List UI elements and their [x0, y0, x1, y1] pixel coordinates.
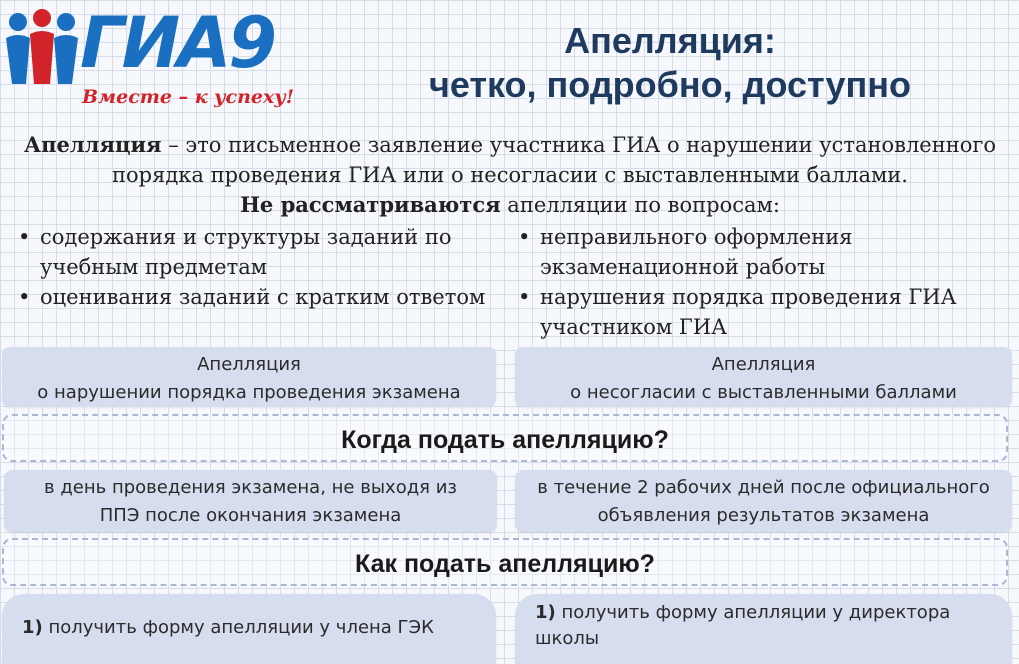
when-procedure: [4, 470, 497, 532]
step-number: 1): [535, 602, 556, 623]
appeal-type-desc: о нарушении порядка проведения экзамена: [37, 382, 461, 403]
logo-tagline: Вместе – к успеху!: [82, 86, 295, 108]
appeal-type-title: Апелляция: [197, 354, 301, 375]
bullet-item: • оценивания заданий с кратким ответом: [12, 282, 512, 312]
when-line: ППЭ после окончания экзамена: [99, 505, 402, 526]
appeal-type-score: [515, 347, 1012, 407]
appeal-type-desc: о несогласии с выставленными баллами: [570, 382, 957, 403]
how-heading: Как подать апелляцию?: [2, 538, 1008, 586]
step-number: 1): [22, 617, 43, 638]
appeal-type-title: Апелляция: [711, 354, 816, 375]
when-line: в день проведения экзамена, не выходя из: [44, 477, 457, 498]
step-text: получить форму апелляции у директора школы: [535, 602, 951, 649]
appeal-type-procedure: [2, 347, 496, 407]
intro-paragraph: [10, 130, 1010, 220]
how-step-score: [515, 594, 1012, 664]
page-title-line2: четко, подробно, доступно: [428, 64, 912, 105]
how-step-procedure: [2, 594, 496, 664]
not-considered-bold: Не рассматриваются: [240, 192, 501, 217]
when-line: объявления результатов экзамена: [597, 505, 930, 526]
bullets-left: [12, 222, 512, 312]
page-title-line1: Апелляция:: [564, 20, 776, 61]
not-considered-rest: апелляции по вопросам:: [500, 193, 780, 217]
bullets-right: [512, 222, 982, 342]
bullet-item: • неправильного оформления экзаменационной работы: [512, 222, 982, 282]
when-heading: Когда подать апелляцию?: [2, 414, 1008, 462]
when-score: [515, 470, 1012, 532]
logo-figures-icon: [4, 8, 82, 88]
bullet-item: • содержания и структуры заданий по учебным предметам: [12, 222, 512, 282]
bullet-item: • нарушения порядка проведения ГИА участником ГИА: [512, 282, 982, 342]
intro-term: Апелляция: [24, 132, 162, 157]
logo-text: ГИА9: [80, 2, 275, 84]
when-line: в течение 2 рабочих дней после официального: [537, 477, 990, 498]
intro-definition: – это письменное заявление участника ГИА о нарушении установленного порядка проведения ГИА или о несогласии с выставленными баллами.: [112, 133, 996, 187]
step-text: получить форму апелляции у члена ГЭК: [42, 617, 434, 638]
